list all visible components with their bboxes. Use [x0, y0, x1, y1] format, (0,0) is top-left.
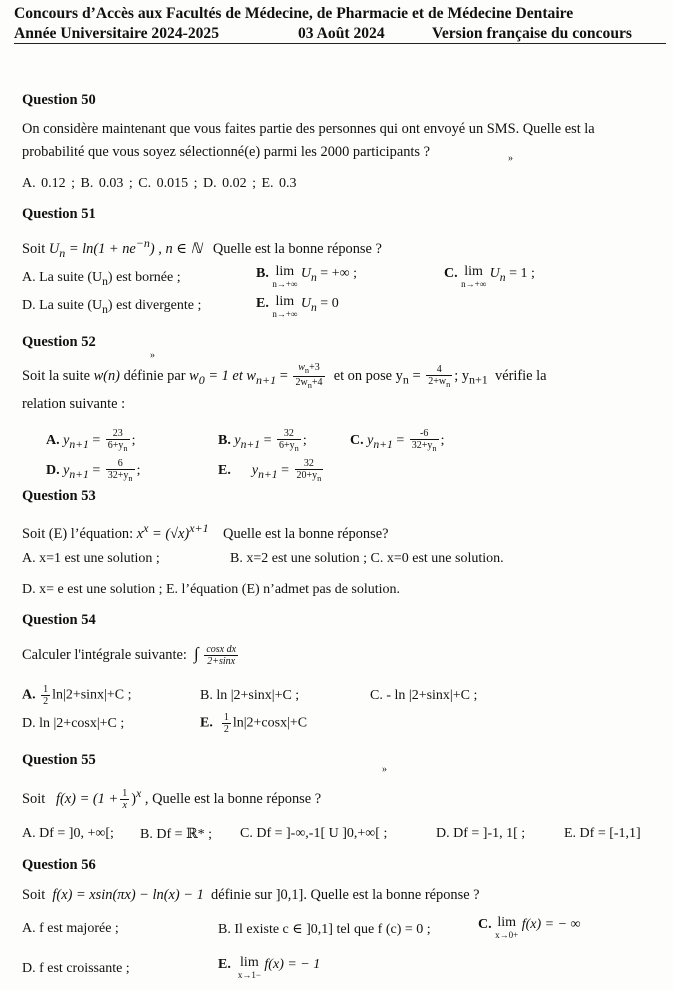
question-54-option-c: C. - ln |2+sinx|+C ;	[370, 688, 478, 703]
question-51-option-d: D. La suite $(U_n)$ est divergente ;	[22, 298, 202, 316]
question-53-title: Question 53	[22, 488, 96, 504]
question-53-option-b-c: B. x=2 est une solution ; C. x=0 est une solution.	[230, 551, 504, 566]
yn-fraction: $\frac{4}{2+w_n}$	[428, 363, 451, 389]
exam-title: Concours d’Accès aux Facultés de Médecine, de Pharmacie et de Médecine Dentaire	[14, 5, 574, 22]
question-51-option-c: C. lim n→+∞ $U_n = 1$ ;	[444, 264, 535, 289]
question-53-statement: Soit (E) l’équation: $x^x = (√x)^{x+1}$ Quelle est la bonne réponse?	[22, 521, 389, 542]
exam-version: Version française du concours	[432, 25, 632, 42]
question-55-option-c: C. Df = ]-∞,-1[ U ]0,+∞[ ;	[240, 826, 388, 841]
question-55-title: Question 55	[22, 752, 96, 768]
question-51-title: Question 51	[22, 206, 96, 222]
question-55-option-e: E. Df = [-1,1]	[564, 826, 641, 841]
question-54-option-e: E. $\frac{1}{2}$ ln|2+cosx|+C	[200, 712, 308, 735]
question-52-option-e: E. $y_{n+1}$ = $\frac{32}{20+y_n}$	[218, 458, 322, 483]
question-55-statement: Soit f(x) = (1 + $\frac{1}{x}$ )$^x$ , Quelle est la bonne réponse ?	[22, 786, 322, 811]
question-54-statement: Calculer l'intégrale suivante: ∫ $\frac{\text{cosx dx}}{2+\sin x}$	[22, 644, 237, 668]
question-52-statement: Soit la suite w(n) définie par $w_0 = 1$ et $w_{n+1}$ = $\frac{w_n+3}{2w_n+4}$ et on pose $y_n$ = $\frac{4}{2+w_n}$ ; $y_{n+1}$ vérifie la	[22, 362, 547, 390]
question-54-option-a: A. $\frac{1}{2}$ ln|2+sinx|+C ;	[22, 684, 132, 707]
question-51-option-b: B. lim n→+∞ $U_n$ = +∞ ;	[256, 264, 357, 289]
question-54-option-d: D. ln |2+cosx|+C ;	[22, 716, 125, 731]
question-54-option-b: B. ln |2+sinx|+C ;	[200, 688, 300, 703]
question-52-option-b: B. $y_{n+1}$ = $\frac{32}{6+y_n}$ ;	[218, 428, 307, 453]
question-53-option-a: A. x=1 est une solution ;	[22, 551, 160, 566]
scan-mark: »	[508, 153, 513, 164]
academic-year: Année Universitaire 2024-2025	[14, 25, 220, 42]
question-53-option-d-e: D. x= e est une solution ; E. l’équation (E) n’admet pas de solution.	[22, 582, 401, 597]
question-50-text-line2: probabilité que vous soyez sélectionné(e) parmi les 2000 participants ?	[22, 144, 431, 160]
question-55-option-b: B. Df = ℝ* ;	[140, 827, 213, 842]
question-51-option-e: E. lim n→+∞ $U_n = 0$	[256, 294, 339, 319]
question-56-option-b: B. Il existe c ∈ ]0,1] tel que f (c) = 0 ;	[218, 922, 431, 937]
exam-date: 03 Août 2024	[298, 25, 385, 42]
question-50-title: Question 50	[22, 92, 96, 108]
question-56-title: Question 56	[22, 857, 96, 873]
scan-mark: »	[150, 350, 155, 361]
question-55-option-d: D. Df = ]-1, 1[ ;	[436, 826, 526, 841]
question-52-option-a: A. $y_{n+1}$ = $\frac{23}{6+y_n}$ ;	[46, 428, 136, 453]
question-51-statement: Soit $U_n = \ln(1 + ne^{-n})$ , n ∈ ℕ Quelle est la bonne réponse ?	[22, 236, 382, 260]
question-52-title: Question 52	[22, 334, 96, 350]
question-50-text-line1: On considère maintenant que vous faites partie des personnes qui ont envoyé un SMS. Quelle est la	[22, 121, 595, 137]
question-54-title: Question 54	[22, 612, 96, 628]
question-52-text-line2: relation suivante :	[22, 396, 126, 412]
question-56-option-a: A. f est majorée ;	[22, 921, 119, 936]
scan-mark: »	[382, 764, 387, 775]
question-56-option-c: C. lim x→0+ f(x) = − ∞	[478, 915, 581, 940]
question-50-options: A. 0.12 ; B. 0.03 ; C. 0.015 ; D. 0.02 ; E. 0.3	[22, 176, 297, 191]
question-56-option-d: D. f est croissante ;	[22, 961, 130, 976]
question-52-option-c: C. $y_{n+1}$ = $\frac{-6}{32+y_n}$ ;	[350, 428, 445, 453]
recurrence-fraction: $\frac{w_n+3}{2w_n+4}$	[295, 362, 323, 390]
question-56-option-e: E. lim x→1− f(x) = − 1	[218, 955, 321, 980]
question-51-option-a: A. La suite $(U_n)$ est bornée ;	[22, 270, 181, 288]
question-55-option-a: A. Df = ]0, +∞[;	[22, 826, 114, 841]
question-52-option-d: D. $y_{n+1}$ = $\frac{6}{32+y_n}$ ;	[46, 458, 141, 483]
header-underline	[14, 43, 666, 44]
question-56-statement: Soit f(x) = xsin(πx) − ln(x) − 1 définie sur ]0,1]. Quelle est la bonne réponse ?	[22, 887, 480, 903]
